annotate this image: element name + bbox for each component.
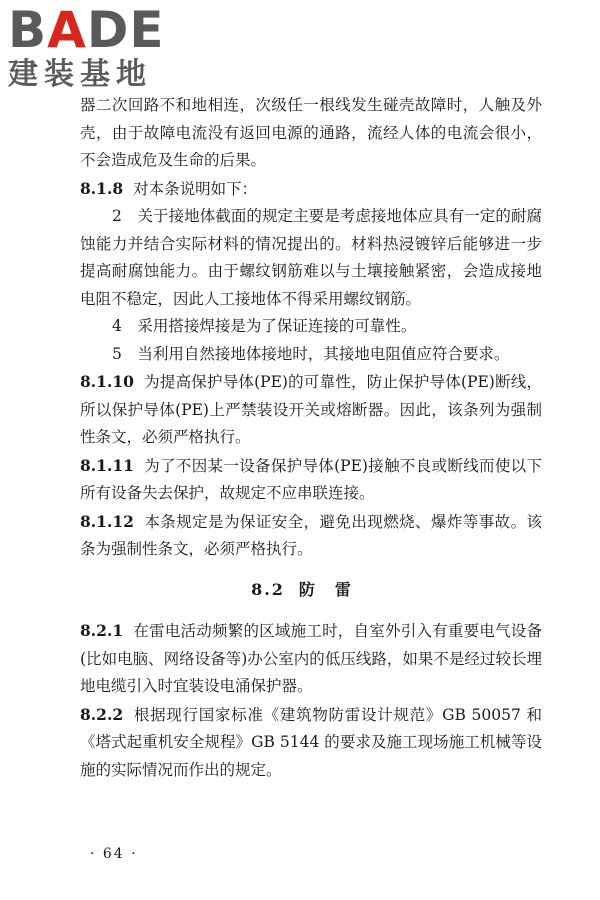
- clause-number: 8.2.1: [80, 621, 124, 640]
- clause-8-1-8-item-5: 5 当利用自然接地体接地时，其接地电阻值应符合要求。: [112, 344, 510, 363]
- clause-8-1-11: 8.1.11 为了不因某一设备保护导体(PE)接触不良或断线而使以下所有设备失去保护，故规定不应串联连接。: [80, 455, 542, 502]
- clause-8-2-2: 8.2.2 根据现行国家标准《建筑物防雷设计规范》GB 50057 和《塔式起重机安全规程》GB 5144 的要求及施工现场施工机械等设施的实际情况而作出的规定。: [80, 704, 542, 779]
- clause-8-1-8-item-2: 2 关于接地体截面的规定主要是考虑接地体应具有一定的耐腐蚀能力并结合实际材料的情况提出的。材料热浸镀锌后能够进一步提高耐腐蚀能力。由于螺纹钢筋难以与土壤接触紧密，会造成接地电阻不稳定，因此人工接地体不得采用螺纹钢筋。: [80, 207, 542, 308]
- clause-8-2-1: 8.2.1 在雷电活动频繁的区域施工时，自室外引入有重要电气设备(比如电脑、网络设备等)办公室内的低压线路，如果不是经过较长埋地电缆引入时宜装设电涌保护器。: [80, 621, 542, 695]
- clause-number: 8.1.12: [80, 511, 134, 531]
- document-body: [80, 92, 542, 784]
- section-heading: 8.2 防雷: [251, 579, 371, 599]
- clause-number: 8.1.8: [80, 178, 124, 198]
- clause-8-1-8-item-4: 4 采用搭接焊接是为了保证连接的可靠性。: [112, 317, 417, 335]
- bade-logo: [8, 1, 188, 92]
- clause-8-1-12: 8.1.12 本条规定是为保证安全，避免出现燃烧、爆炸等事故。该条为强制性条文，必须严格执行。: [80, 511, 542, 558]
- logo-subtitle: 建装基地: [8, 57, 152, 92]
- clause-8-1-8: 8.1.8 对本条说明如下：: [80, 178, 258, 198]
- clause-number: 8.2.2: [80, 704, 124, 724]
- logo-wordmark: BADE: [8, 1, 165, 59]
- clause-number: 8.1.10: [80, 372, 134, 391]
- clause-number: 8.1.11: [80, 455, 134, 475]
- page-number: · 64 ·: [90, 846, 138, 862]
- clause-8-1-10: 8.1.10 为提高保护导体(PE)的可靠性，防止保护导体(PE)断线，所以保护导体(PE)上严禁装设开关或熔断器。因此，该条列为强制性条文，必须严格执行。: [80, 372, 542, 446]
- continuation-paragraph: 器二次回路不和地相连，次级任一根线发生碰壳故障时，人触及外壳，由于故障电流没有返回电源的通路，流经人体的电流会很小，不会造成危及生命的后果。: [80, 96, 542, 169]
